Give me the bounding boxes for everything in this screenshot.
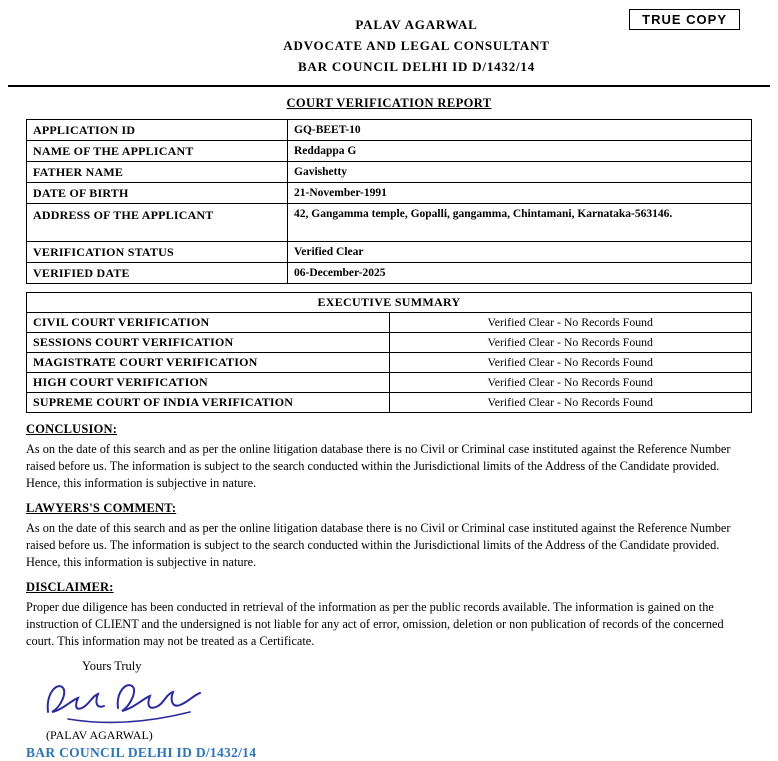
true-copy-stamp: TRUE COPY <box>629 9 740 30</box>
row-label: SUPREME COURT OF INDIA VERIFICATION <box>27 393 390 413</box>
row-value: 06-December-2025 <box>288 263 752 284</box>
section-heading: CONCLUSION: <box>26 422 118 436</box>
table-row <box>27 183 752 204</box>
executive-summary-title: EXECUTIVE SUMMARY <box>27 293 752 313</box>
disclaimer-section <box>26 580 752 650</box>
row-label: MAGISTRATE COURT VERIFICATION <box>27 353 390 373</box>
table-row <box>27 204 752 242</box>
section-body: As on the date of this search and as per the online litigation database there is no Civil or Criminal case instituted against the Reference Number raised before us. The information is subject to the search conducted within the Jurisdictional limits of the Address of the Candidate provided. Hence, this information is subjective in nature. <box>26 442 731 490</box>
table-row <box>27 162 752 183</box>
table-row <box>27 353 752 373</box>
row-label: APPLICATION ID <box>27 120 288 141</box>
row-label: NAME OF THE APPLICANT <box>27 141 288 162</box>
row-label: ADDRESS OF THE APPLICANT <box>27 204 288 242</box>
row-value: Verified Clear - No Records Found <box>389 333 752 353</box>
row-label: HIGH COURT VERIFICATION <box>27 373 390 393</box>
row-value: GQ-BEET-10 <box>288 120 752 141</box>
table-row <box>27 313 752 333</box>
signature-ink-stroke <box>68 712 190 722</box>
row-label: DATE OF BIRTH <box>27 183 288 204</box>
advocate-title: ADVOCATE AND LEGAL CONSULTANT <box>283 38 550 53</box>
row-label: FATHER NAME <box>27 162 288 183</box>
row-value: Verified Clear <box>288 242 752 263</box>
row-value: Verified Clear - No Records Found <box>389 353 752 373</box>
row-value: Gavishetty <box>288 162 752 183</box>
signature-ink-stroke <box>118 685 200 711</box>
row-value: 21-November-1991 <box>288 183 752 204</box>
conclusion-section <box>26 422 752 492</box>
row-value: Verified Clear - No Records Found <box>389 313 752 333</box>
table-row <box>27 120 752 141</box>
section-body: Proper due diligence has been conducted in retrieval of the information as per the public records available. The information is gained on the instruction of CLIENT and the undersigned is not liable for any act of error, omission, deletion or non publication of records of the concerned court. This information may not be treated as a Certificate. <box>26 600 724 648</box>
signature-ink <box>42 678 207 728</box>
executive-summary-table <box>26 292 752 413</box>
closing-salutation: Yours Truly <box>82 659 142 673</box>
row-label: VERIFICATION STATUS <box>27 242 288 263</box>
lawyers-comment-section <box>26 501 752 571</box>
row-label: VERIFIED DATE <box>27 263 288 284</box>
row-label: SESSIONS COURT VERIFICATION <box>27 333 390 353</box>
section-heading: LAWYERS'S COMMENT: <box>26 501 177 515</box>
signer-name: (PALAV AGARWAL) <box>46 728 153 742</box>
signature-ink-stroke <box>48 686 104 712</box>
bar-council-footer: BAR COUNCIL DELHI ID D/1432/14 <box>26 745 257 760</box>
row-value: Reddappa G <box>288 141 752 162</box>
applicant-table <box>26 119 752 284</box>
bar-council-id: BAR COUNCIL DELHI ID D/1432/14 <box>297 59 536 74</box>
table-row <box>27 263 752 284</box>
row-value: Verified Clear - No Records Found <box>389 393 752 413</box>
row-value: Verified Clear - No Records Found <box>389 373 752 393</box>
row-value: 42, Gangamma temple, Gopalli, gangamma, Chintamani, Karnataka-563146. <box>288 204 752 242</box>
table-row <box>27 293 752 313</box>
table-row <box>27 333 752 353</box>
table-row <box>27 141 752 162</box>
section-body: As on the date of this search and as per the online litigation database there is no Civil or Criminal case instituted against the Reference Number raised before us. The information is subject to the search conducted within the Jurisdictional limits of the Address of the Candidate provided. Hence, this information is subjective in nature. <box>26 521 731 569</box>
advocate-name: PALAV AGARWAL <box>355 17 478 32</box>
report-title: COURT VERIFICATION REPORT <box>286 96 492 110</box>
signature <box>42 678 752 728</box>
section-heading: DISCLAIMER: <box>26 580 114 594</box>
table-row <box>27 373 752 393</box>
row-label: CIVIL COURT VERIFICATION <box>27 313 390 333</box>
table-row <box>27 242 752 263</box>
header-divider <box>8 85 770 87</box>
table-row <box>27 393 752 413</box>
